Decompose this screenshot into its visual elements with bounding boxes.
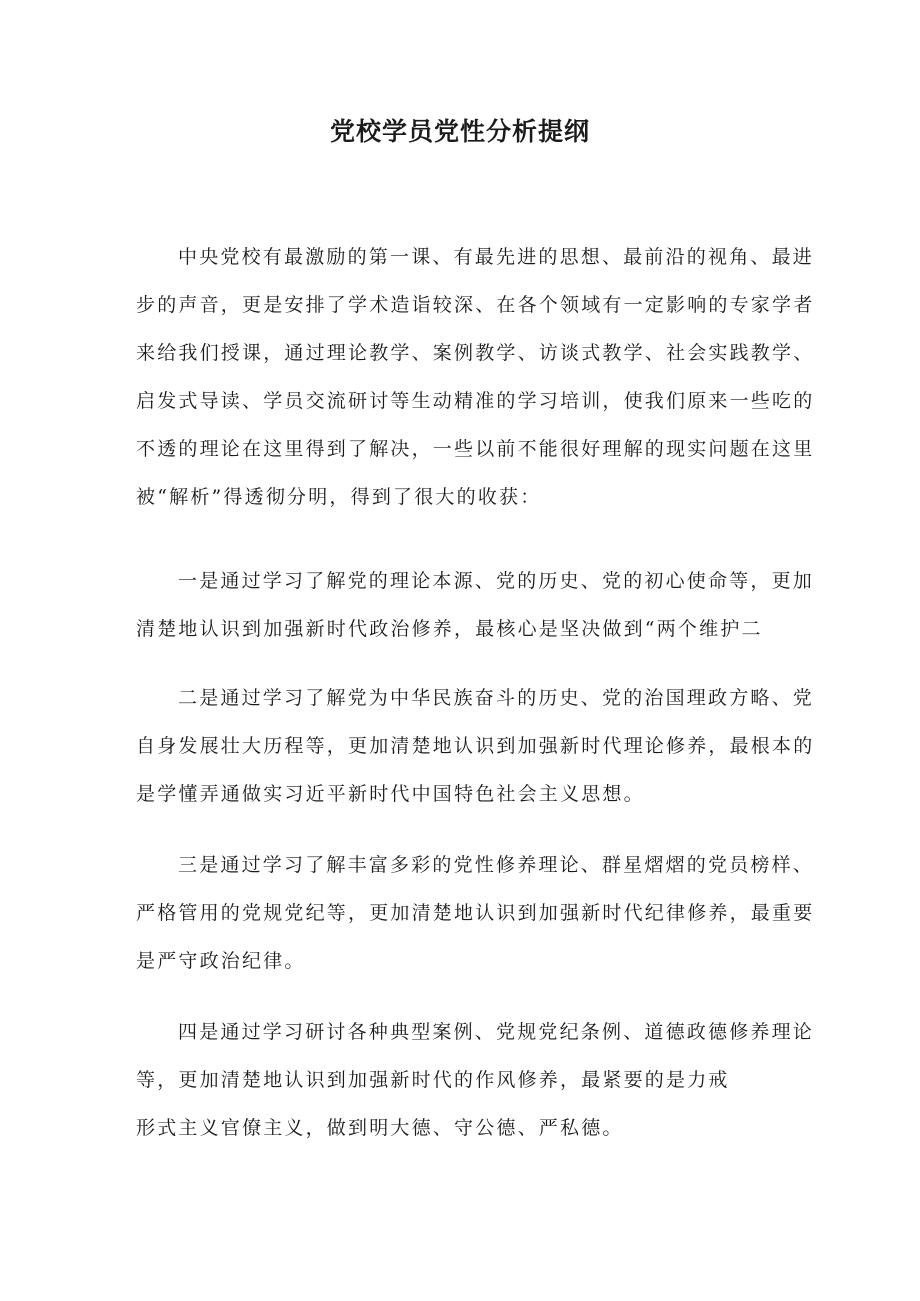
paragraph-line: 四是通过学习研讨各种典型案例、党规党纪条例、道德政德修养理论 — [178, 1021, 815, 1043]
paragraph-point-three — [136, 841, 815, 985]
paragraph-point-four — [136, 1008, 815, 1152]
paragraph-line: 严格管用的党规党纪等，更加清楚地认识到加强新时代纪律修养，最重要 — [136, 902, 815, 924]
paragraph-line: 二是通过学习了解党为中华民族奋斗的历史、党的治国理政方略、党 — [178, 687, 815, 709]
paragraph-line: 三是通过学习了解丰富多彩的党性修养理论、群星熠熠的党员榜样、 — [178, 854, 815, 876]
paragraph-line: 中央党校有最激励的第一课、有最先进的思想、最前沿的视角、最进 — [178, 246, 815, 268]
paragraph-line: 不透的理论在这里得到了解决，一些以前不能很好理解的现实问题在这里 — [136, 438, 815, 460]
paragraph-line: 是学懂弄通做实习近平新时代中国特色社会主义思想。 — [136, 783, 645, 805]
paragraph-point-one — [136, 557, 815, 653]
paragraph-line: 步的声音，更是安排了学术造诣较深、在各个领域有一定影响的专家学者 — [136, 294, 815, 316]
paragraph-line: 来给我们授课，通过理论教学、案例教学、访谈式教学、社会实践教学、 — [136, 342, 815, 364]
paragraph-line: 被“解析”得透彻分明，得到了很大的收获： — [136, 486, 542, 508]
paragraph-line: 自身发展壮大历程等，更加清楚地认识到加强新时代理论修养，最根本的 — [136, 735, 815, 757]
paragraph-line: 一是通过学习了解党的理论本源、党的历史、党的初心使命等，更加 — [178, 570, 815, 592]
paragraph-intro — [136, 233, 815, 521]
paragraph-point-two — [136, 674, 815, 818]
paragraph-line: 形式主义官僚主义，做到明大德、守公德、严私德。 — [136, 1117, 624, 1139]
document-title: 党校学员党性分析提纲 — [329, 117, 590, 146]
paragraph-line: 是严守政治纪律。 — [136, 950, 306, 972]
paragraph-line: 清楚地认识到加强新时代政治修养，最核心是坚决做到“两个维护二 — [136, 618, 763, 640]
paragraph-line: 启发式导读、学员交流研讨等生动精准的学习培训，使我们原来一些吃的 — [136, 390, 815, 412]
paragraph-line: 等，更加清楚地认识到加强新时代的作风修养，最紧要的是力戒 — [136, 1069, 730, 1091]
